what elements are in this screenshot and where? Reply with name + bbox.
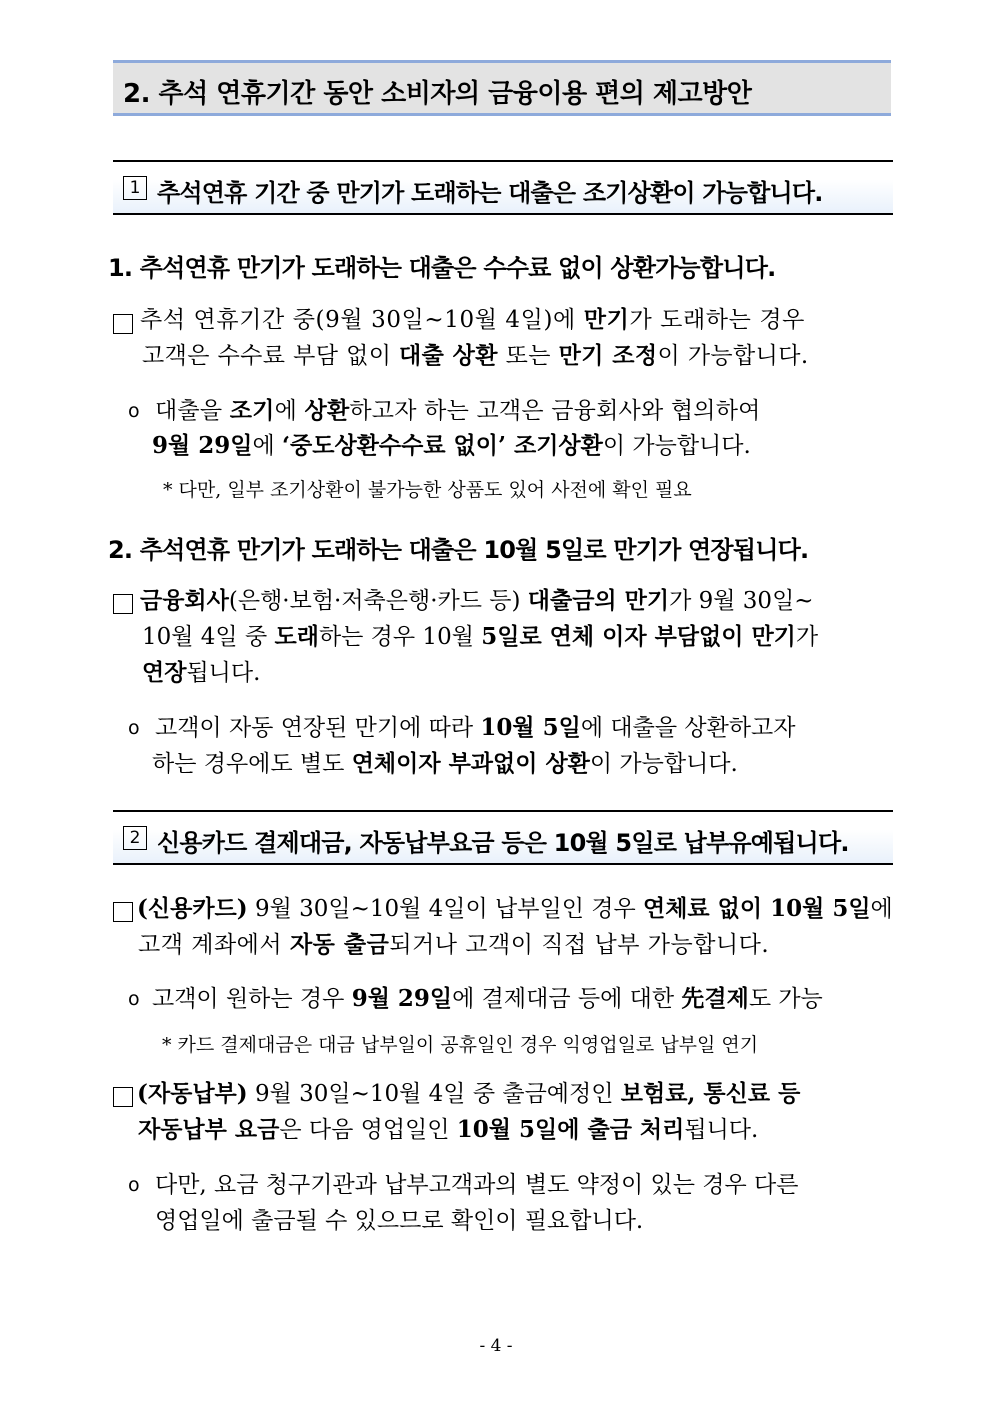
- box-title-1: 추석연휴 기간 중 만기가 도래하는 대출은 조기상환이 가능합니다.: [157, 179, 823, 207]
- paragraph-2-sub-line-2: 하는 경우에도 별도 연체이자 부과없이 상환이 가능합니다.: [152, 750, 738, 777]
- subsection-box-1: [113, 160, 893, 215]
- circle-bullet: o: [128, 400, 140, 422]
- heading-1: 1. 추석연휴 만기가 도래하는 대출은 수수료 없이 상환가능합니다.: [108, 254, 776, 282]
- paragraph-2-line-3: 연장됩니다.: [142, 659, 261, 686]
- paragraph-4-sub-line-1: 다만, 요금 청구기관과 납부고객과의 별도 약정이 있는 경우 다른: [155, 1172, 799, 1198]
- box-number-2: 2: [123, 826, 147, 850]
- paragraph-2-sub-line-1: 고객이 자동 연장된 만기에 따라 10월 5일에 대출을 상환하고자: [155, 714, 796, 741]
- square-bullet: [113, 902, 133, 922]
- square-bullet: [113, 594, 133, 614]
- paragraph-1-line-1: 추석 연휴기간 중(9월 30일~10월 4일)에 만기가 도래하는 경우: [140, 306, 805, 333]
- heading-2: 2. 추석연휴 만기가 도래하는 대출은 10월 5일로 만기가 연장됩니다.: [108, 536, 809, 564]
- square-bullet: [113, 314, 133, 334]
- paragraph-1-sub-line-1: 대출을 조기에 상환하고자 하는 고객은 금융회사와 협의하여: [155, 397, 761, 424]
- square-bullet: [113, 1087, 133, 1107]
- paragraph-2-line-2: 10월 4일 중 도래하는 경우 10월 5일로 연체 이자 부담없이 만기가: [142, 623, 819, 650]
- paragraph-3-line-1: (신용카드) 9월 30일~10월 4일이 납부일인 경우 연체료 없이 10월 5일에: [137, 895, 893, 922]
- box-title-2: 신용카드 결제대금, 자동납부요금 등은 10월 5일로 납부유예됩니다.: [157, 829, 849, 857]
- paragraph-4-line-1: (자동납부) 9월 30일~10월 4일 중 출금예정인 보험료, 통신료 등: [137, 1080, 801, 1107]
- paragraph-3-line-2: 고객 계좌에서 자동 출금되거나 고객이 직접 납부 가능합니다.: [138, 931, 770, 958]
- paragraph-2-line-1: 금융회사(은행·보험·저축은행·카드 등) 대출금의 만기가 9월 30일~: [140, 587, 814, 614]
- subsection-box-2: [113, 810, 893, 865]
- section-header: [113, 60, 891, 116]
- paragraph-3-sub-line-1: 고객이 원하는 경우 9월 29일에 결제대금 등에 대한 先결제도 가능: [152, 985, 823, 1012]
- paragraph-1-sub-line-2: 9월 29일에 ‘중도상환수수료 없이’ 조기상환이 가능합니다.: [152, 432, 751, 459]
- page-number: - 4 -: [479, 1336, 513, 1356]
- circle-bullet: o: [128, 988, 140, 1010]
- note-1: * 다만, 일부 조기상환이 불가능한 상품도 있어 사전에 확인 필요: [163, 479, 692, 501]
- circle-bullet: o: [128, 717, 140, 739]
- box-number-1: 1: [123, 176, 147, 200]
- paragraph-1-line-2: 고객은 수수료 부담 없이 대출 상환 또는 만기 조정이 가능합니다.: [142, 342, 809, 369]
- paragraph-4-sub-line-2: 영업일에 출금될 수 있으므로 확인이 필요합니다.: [155, 1208, 644, 1234]
- note-2: * 카드 결제대금은 대금 납부일이 공휴일인 경우 익영업일로 납부일 연기: [162, 1034, 759, 1056]
- section-title: 2. 추석 연휴기간 동안 소비자의 금융이용 편의 제고방안: [123, 79, 752, 109]
- circle-bullet: o: [128, 1174, 140, 1196]
- paragraph-4-line-2: 자동납부 요금은 다음 영업일인 10월 5일에 출금 처리됩니다.: [138, 1116, 759, 1143]
